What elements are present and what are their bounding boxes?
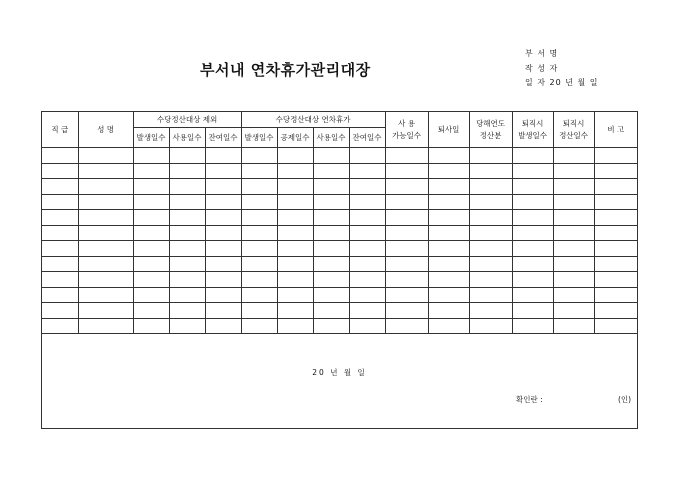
table-cell[interactable] — [133, 210, 169, 226]
table-cell[interactable] — [313, 148, 349, 164]
table-cell[interactable] — [169, 241, 205, 257]
table-cell[interactable] — [78, 194, 133, 210]
table-cell[interactable] — [133, 148, 169, 164]
table-cell[interactable] — [169, 163, 205, 179]
table-cell[interactable] — [241, 256, 277, 272]
table-cell[interactable] — [241, 272, 277, 288]
table-cell[interactable] — [313, 241, 349, 257]
table-cell[interactable] — [241, 225, 277, 241]
table-cell[interactable] — [241, 194, 277, 210]
confirm-label: 확인란 : — [516, 395, 543, 404]
table-cell[interactable] — [512, 303, 553, 319]
table-cell[interactable] — [205, 272, 241, 288]
table-cell[interactable] — [385, 163, 428, 179]
table-cell[interactable] — [594, 163, 637, 179]
header-leave-remain: 잔여일수 — [349, 128, 385, 148]
table-cell[interactable] — [42, 256, 78, 272]
table-cell[interactable] — [512, 241, 553, 257]
table-cell[interactable] — [385, 287, 428, 303]
table-cell[interactable] — [512, 163, 553, 179]
table-cell[interactable] — [349, 210, 385, 226]
table-cell[interactable] — [241, 318, 277, 334]
table-cell[interactable] — [512, 272, 553, 288]
table-cell[interactable] — [133, 179, 169, 195]
table-cell[interactable] — [313, 272, 349, 288]
table-cell[interactable] — [313, 256, 349, 272]
table-cell[interactable] — [469, 163, 512, 179]
table-cell[interactable] — [553, 256, 594, 272]
table-cell[interactable] — [349, 241, 385, 257]
table-cell[interactable] — [277, 272, 313, 288]
table-cell[interactable] — [78, 179, 133, 195]
table-cell[interactable] — [428, 318, 469, 334]
table-row — [42, 194, 637, 210]
table-cell[interactable] — [42, 148, 78, 164]
table-row — [42, 210, 637, 226]
table-row — [42, 303, 637, 319]
table-cell[interactable] — [241, 179, 277, 195]
table-cell[interactable] — [594, 179, 637, 195]
table-cell[interactable] — [385, 318, 428, 334]
table-cell[interactable] — [512, 148, 553, 164]
table-cell[interactable] — [133, 225, 169, 241]
table-cell[interactable] — [169, 225, 205, 241]
table-cell[interactable] — [512, 256, 553, 272]
table-cell[interactable] — [385, 256, 428, 272]
table-cell[interactable] — [349, 287, 385, 303]
table-cell[interactable] — [133, 287, 169, 303]
table-cell[interactable] — [133, 256, 169, 272]
date-label: 일 자 20 년 월 일 — [525, 78, 599, 87]
table-cell[interactable] — [349, 272, 385, 288]
header-grade: 직 급 — [42, 112, 78, 148]
table-cell[interactable] — [169, 287, 205, 303]
table-cell[interactable] — [313, 318, 349, 334]
table-cell[interactable] — [313, 163, 349, 179]
table-cell[interactable] — [169, 194, 205, 210]
table-cell[interactable] — [385, 148, 428, 164]
table-cell[interactable] — [42, 210, 78, 226]
table-cell[interactable] — [42, 179, 78, 195]
table-cell[interactable] — [277, 210, 313, 226]
table-cell[interactable] — [385, 194, 428, 210]
table-cell[interactable] — [553, 287, 594, 303]
table-cell[interactable] — [385, 210, 428, 226]
header-excl-occur: 발생일수 — [133, 128, 169, 148]
table-cell[interactable] — [78, 256, 133, 272]
table-cell[interactable] — [133, 241, 169, 257]
table-cell[interactable] — [313, 210, 349, 226]
table-cell[interactable] — [553, 272, 594, 288]
table-cell[interactable] — [78, 163, 133, 179]
table-cell[interactable] — [277, 148, 313, 164]
table-cell[interactable] — [385, 241, 428, 257]
table-cell[interactable] — [205, 225, 241, 241]
table-cell[interactable] — [594, 194, 637, 210]
table-cell[interactable] — [78, 241, 133, 257]
table-cell[interactable] — [78, 225, 133, 241]
table-cell[interactable] — [78, 272, 133, 288]
table-cell[interactable] — [349, 318, 385, 334]
table-cell[interactable] — [553, 194, 594, 210]
table-cell[interactable] — [169, 148, 205, 164]
table-cell[interactable] — [428, 210, 469, 226]
table-cell[interactable] — [428, 241, 469, 257]
header-leave-deduct: 공제일수 — [277, 128, 313, 148]
table-cell[interactable] — [205, 303, 241, 319]
table-row — [42, 225, 637, 241]
table-cell[interactable] — [428, 194, 469, 210]
table-cell[interactable] — [553, 163, 594, 179]
table-cell[interactable] — [428, 163, 469, 179]
table-cell[interactable] — [469, 179, 512, 195]
table-cell[interactable] — [277, 256, 313, 272]
table-row — [42, 256, 637, 272]
table-cell[interactable] — [512, 210, 553, 226]
table-row — [42, 148, 637, 164]
table-cell[interactable] — [594, 210, 637, 226]
table-cell[interactable] — [205, 210, 241, 226]
table-cell[interactable] — [169, 210, 205, 226]
table-cell[interactable] — [553, 148, 594, 164]
department-label: 부 서 명 — [525, 49, 559, 58]
table-cell[interactable] — [169, 179, 205, 195]
table-cell[interactable] — [313, 225, 349, 241]
table-cell[interactable] — [205, 241, 241, 257]
table-cell[interactable] — [469, 272, 512, 288]
table-cell[interactable] — [469, 287, 512, 303]
table-row — [42, 272, 637, 288]
table-cell[interactable] — [512, 287, 553, 303]
table-cell[interactable] — [594, 225, 637, 241]
header-year-settle: 당해연도 정산분 — [469, 112, 512, 148]
table-cell[interactable] — [512, 225, 553, 241]
table-cell[interactable] — [205, 148, 241, 164]
table-body — [42, 148, 637, 334]
leave-table — [42, 112, 637, 334]
table-cell[interactable] — [594, 272, 637, 288]
table-cell[interactable] — [428, 148, 469, 164]
table-cell[interactable] — [385, 272, 428, 288]
header-excl-remain: 잔여일수 — [205, 128, 241, 148]
header-retire-occur: 퇴직시 발생일수 — [512, 112, 553, 148]
table-cell[interactable] — [469, 241, 512, 257]
table-cell[interactable] — [349, 303, 385, 319]
page-title: 부서내 연차휴가관리대장 — [200, 61, 371, 79]
table-cell[interactable] — [594, 287, 637, 303]
table-cell[interactable] — [594, 303, 637, 319]
table-cell[interactable] — [42, 272, 78, 288]
table-cell[interactable] — [205, 194, 241, 210]
leave-ledger — [41, 111, 638, 429]
table-cell[interactable] — [42, 241, 78, 257]
table-cell[interactable] — [349, 163, 385, 179]
table-cell[interactable] — [205, 163, 241, 179]
table-cell[interactable] — [205, 318, 241, 334]
table-cell[interactable] — [169, 256, 205, 272]
table-cell[interactable] — [78, 210, 133, 226]
table-cell[interactable] — [42, 194, 78, 210]
table-cell[interactable] — [594, 148, 637, 164]
table-cell[interactable] — [469, 225, 512, 241]
table-cell[interactable] — [349, 225, 385, 241]
table-cell[interactable] — [469, 194, 512, 210]
table-cell[interactable] — [512, 318, 553, 334]
table-cell[interactable] — [169, 318, 205, 334]
header-retire-settle: 퇴직시 정산일수 — [553, 112, 594, 148]
table-cell[interactable] — [241, 163, 277, 179]
table-cell[interactable] — [349, 179, 385, 195]
header-group-leave: 수당정산대상 연차휴가 — [241, 112, 385, 128]
table-cell[interactable] — [241, 241, 277, 257]
table-cell[interactable] — [349, 148, 385, 164]
table-cell[interactable] — [469, 256, 512, 272]
table-row — [42, 287, 637, 303]
header-excl-use: 사용일수 — [169, 128, 205, 148]
table-cell[interactable] — [385, 179, 428, 195]
header-group-excluded: 수당정산대상 제외 — [133, 112, 241, 128]
table-cell[interactable] — [169, 272, 205, 288]
table-cell[interactable] — [277, 225, 313, 241]
table-row — [42, 179, 637, 195]
table-cell[interactable] — [428, 179, 469, 195]
table-cell[interactable] — [277, 303, 313, 319]
table-cell[interactable] — [428, 303, 469, 319]
table-cell[interactable] — [428, 272, 469, 288]
table-cell[interactable] — [594, 318, 637, 334]
table-cell[interactable] — [277, 287, 313, 303]
header-name: 성 명 — [78, 112, 133, 148]
footer-date: 20 년 월 일 — [312, 368, 367, 377]
writer-label: 작 성 자 — [525, 64, 559, 73]
table-cell[interactable] — [205, 287, 241, 303]
table-cell[interactable] — [512, 194, 553, 210]
table-cell[interactable] — [42, 318, 78, 334]
table-cell[interactable] — [205, 179, 241, 195]
table-cell[interactable] — [469, 148, 512, 164]
table-cell[interactable] — [277, 241, 313, 257]
header-available-days: 사 용 가능일수 — [385, 112, 428, 148]
table-cell[interactable] — [313, 303, 349, 319]
table-cell[interactable] — [169, 303, 205, 319]
header-retire-date: 퇴사일 — [428, 112, 469, 148]
seal-mark: (인) — [618, 395, 632, 404]
table-cell[interactable] — [133, 318, 169, 334]
table-cell[interactable] — [349, 256, 385, 272]
table-cell[interactable] — [133, 303, 169, 319]
table-cell[interactable] — [133, 194, 169, 210]
table-cell[interactable] — [78, 303, 133, 319]
table-cell[interactable] — [553, 210, 594, 226]
table-cell[interactable] — [277, 194, 313, 210]
table-cell[interactable] — [553, 241, 594, 257]
table-cell[interactable] — [553, 318, 594, 334]
table-cell[interactable] — [78, 148, 133, 164]
table-cell[interactable] — [428, 287, 469, 303]
table-cell[interactable] — [42, 287, 78, 303]
table-cell[interactable] — [469, 210, 512, 226]
table-cell[interactable] — [277, 318, 313, 334]
table-cell[interactable] — [241, 148, 277, 164]
table-cell[interactable] — [512, 179, 553, 195]
table-row — [42, 318, 637, 334]
table-row — [42, 163, 637, 179]
table-cell[interactable] — [469, 303, 512, 319]
table-cell[interactable] — [277, 179, 313, 195]
table-cell[interactable] — [313, 287, 349, 303]
table-cell[interactable] — [385, 303, 428, 319]
header-leave-use: 사용일수 — [313, 128, 349, 148]
table-cell[interactable] — [133, 272, 169, 288]
table-cell[interactable] — [553, 303, 594, 319]
table-cell[interactable] — [205, 256, 241, 272]
table-cell[interactable] — [553, 225, 594, 241]
table-cell[interactable] — [42, 225, 78, 241]
table-row — [42, 241, 637, 257]
table-cell[interactable] — [78, 318, 133, 334]
table-cell[interactable] — [313, 194, 349, 210]
header-remarks: 비 고 — [594, 112, 637, 148]
table-cell[interactable] — [469, 318, 512, 334]
table-cell[interactable] — [428, 225, 469, 241]
table-cell[interactable] — [241, 287, 277, 303]
table-cell[interactable] — [428, 256, 469, 272]
table-cell[interactable] — [78, 287, 133, 303]
table-cell[interactable] — [42, 163, 78, 179]
table-cell[interactable] — [277, 163, 313, 179]
table-cell[interactable] — [241, 210, 277, 226]
table-cell[interactable] — [594, 241, 637, 257]
table-cell[interactable] — [349, 194, 385, 210]
table-cell[interactable] — [133, 163, 169, 179]
header-leave-occur: 발생일수 — [241, 128, 277, 148]
table-cell[interactable] — [553, 179, 594, 195]
table-cell[interactable] — [241, 303, 277, 319]
ledger-footer — [42, 334, 637, 423]
table-cell[interactable] — [42, 303, 78, 319]
table-cell[interactable] — [313, 179, 349, 195]
table-cell[interactable] — [594, 256, 637, 272]
table-cell[interactable] — [385, 225, 428, 241]
